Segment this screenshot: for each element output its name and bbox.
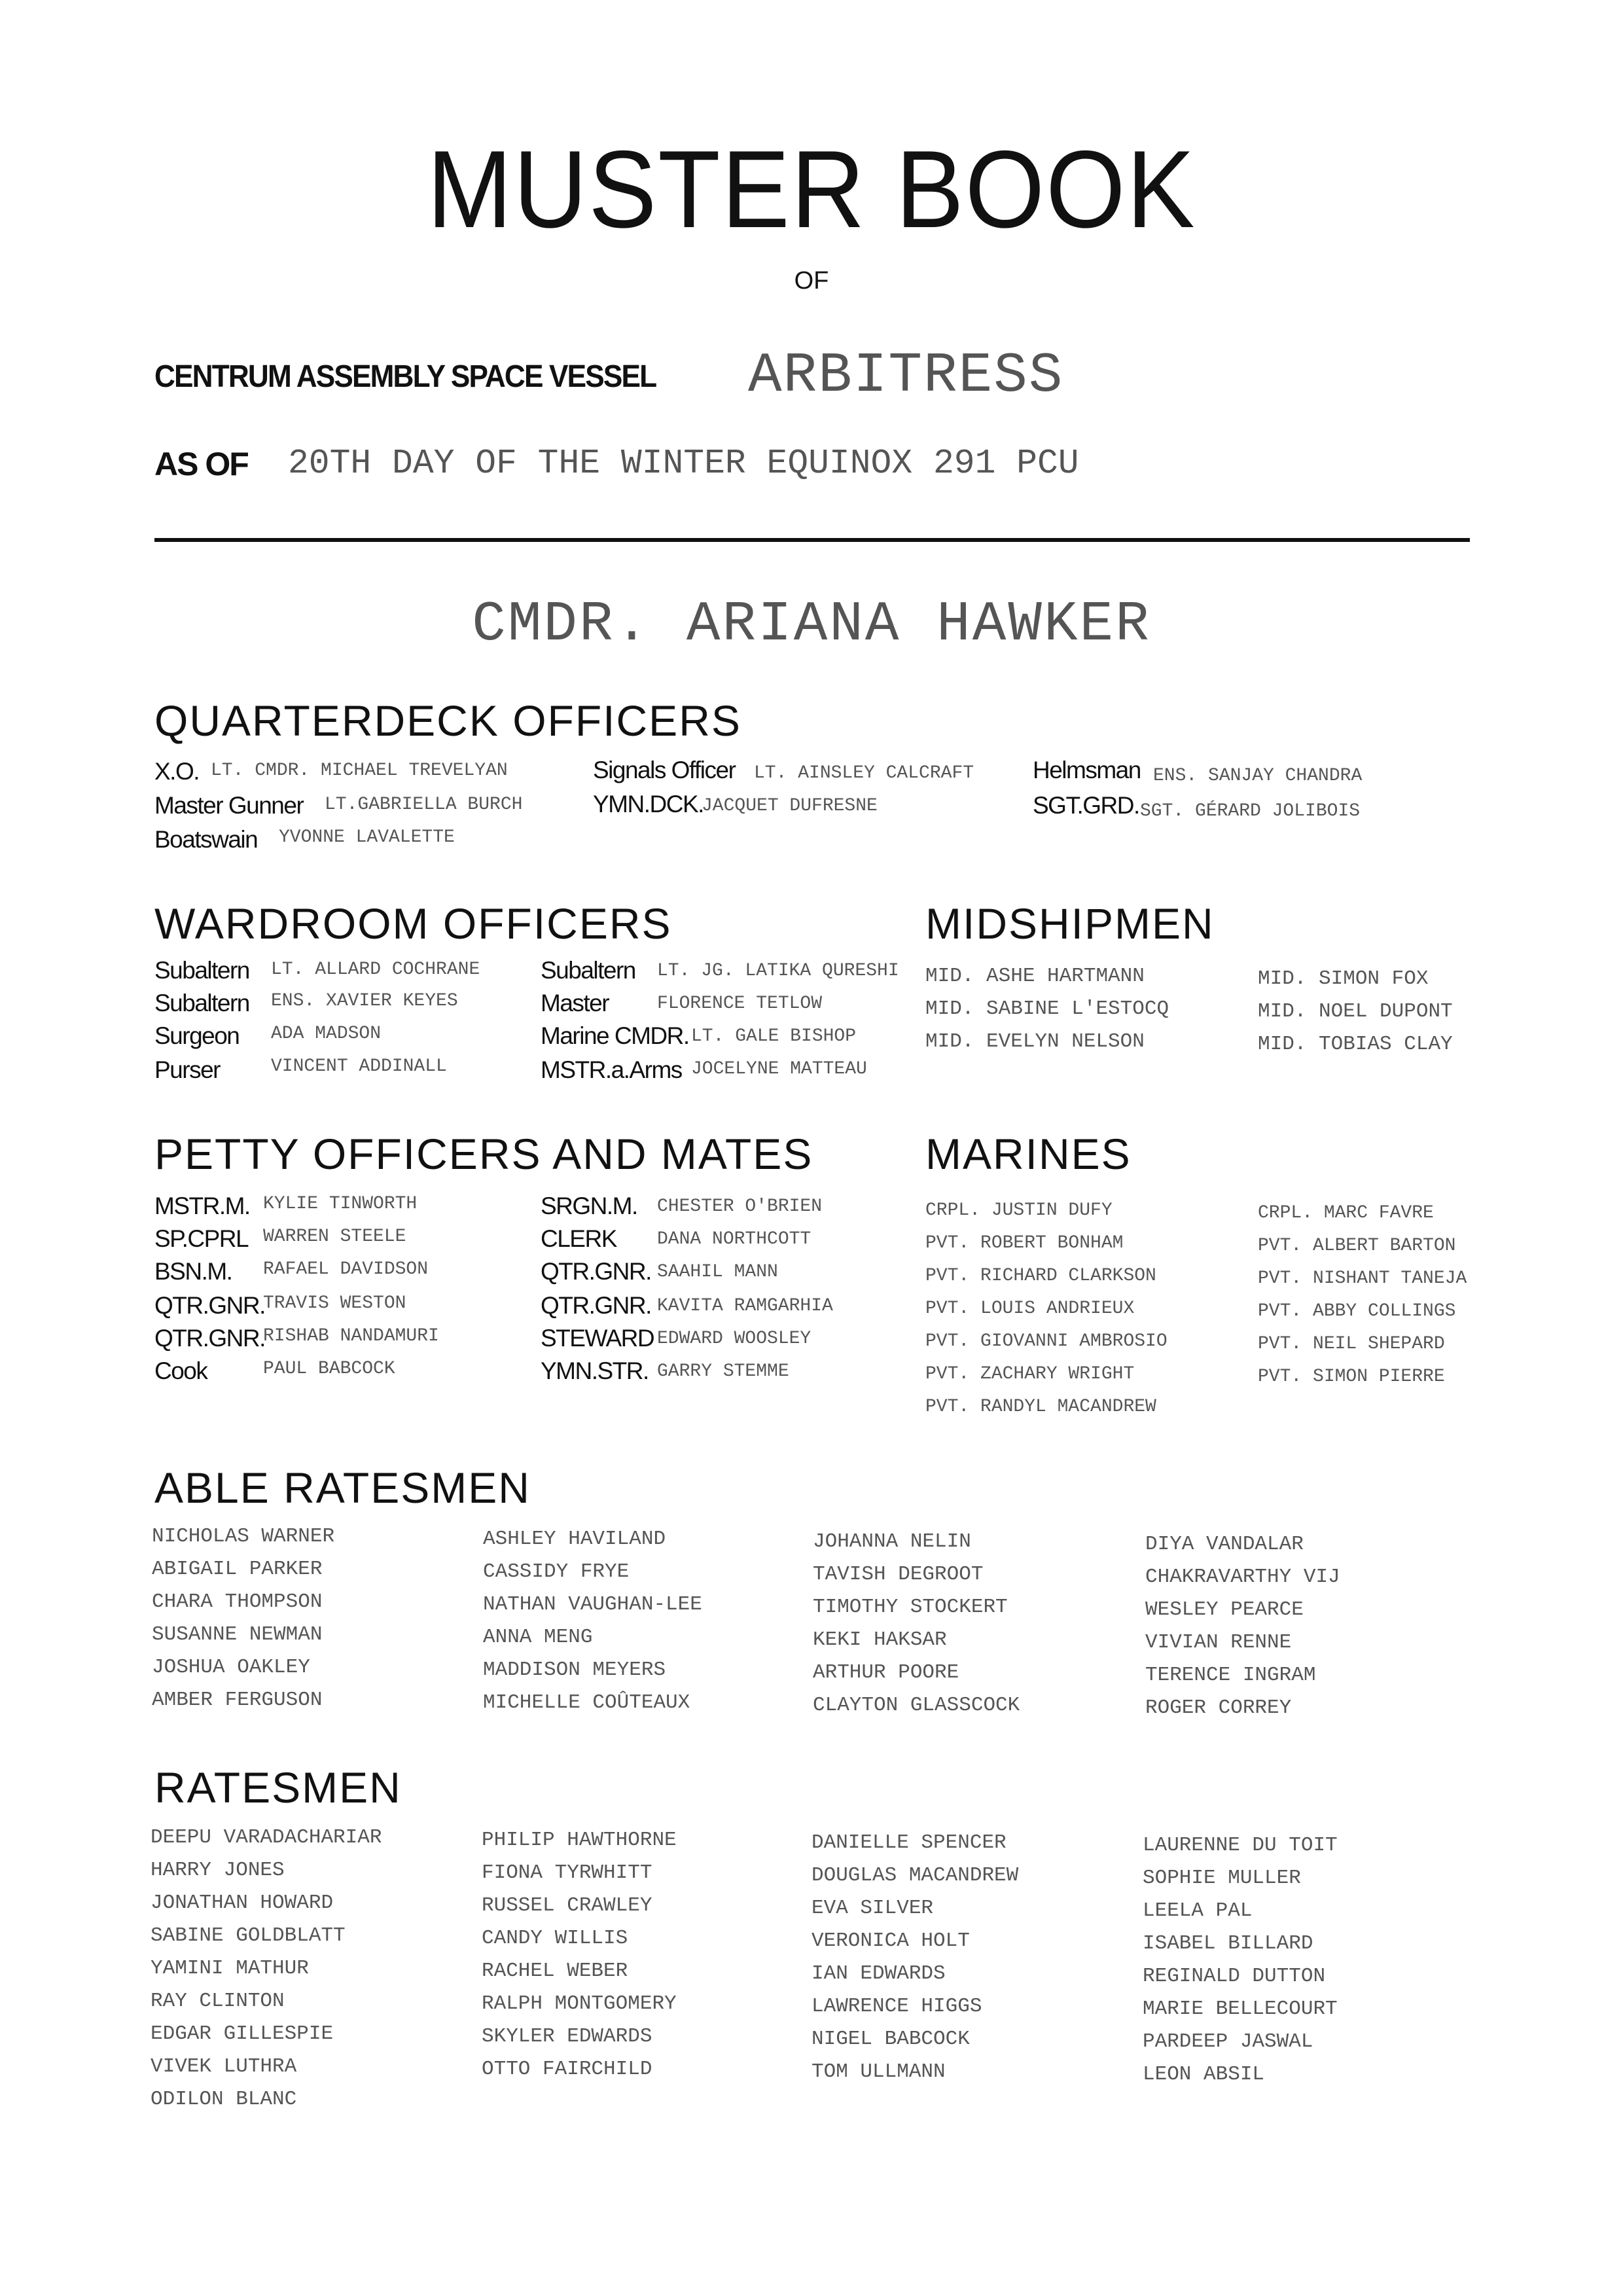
ratesman-name: VERONICA HOLT <box>812 1929 970 1952</box>
marine-name: PVT. GIOVANNI AMBROSIO <box>925 1331 1168 1352</box>
officer-name: KAVITA RAMGARHIA <box>657 1296 833 1316</box>
marine-name: PVT. RICHARD CLARKSON <box>925 1266 1156 1286</box>
marine-name: PVT. RANDYL MACANDREW <box>925 1397 1156 1417</box>
ratesman-name: ISABEL BILLARD <box>1143 1932 1313 1955</box>
officer-name: GARRY STEMME <box>657 1361 789 1382</box>
able-ratesman-name: ABIGAIL PARKER <box>152 1558 323 1581</box>
title-of: OF <box>794 267 829 295</box>
officer-name: LT. GALE BISHOP <box>691 1026 857 1047</box>
officer-name: LT. CMDR. MICHAEL TREVELYAN <box>211 761 508 781</box>
officer-name: EDWARD WOOSLEY <box>657 1329 812 1349</box>
able-ratesman-name: MICHELLE COÛTEAUX <box>483 1691 690 1714</box>
officer-name: WARREN STEELE <box>263 1227 406 1247</box>
officer-name: LT. ALLARD COCHRANE <box>271 960 480 980</box>
ratesman-name: SABINE GOLDBLATT <box>151 1924 346 1947</box>
able-ratesman-name: CHAKRAVARTHY VIJ <box>1145 1566 1340 1588</box>
officer-name: YVONNE LAVALETTE <box>279 827 455 848</box>
marines-heading: MARINES <box>925 1130 1132 1178</box>
ratesman-name: LAURENNE DU TOIT <box>1143 1834 1338 1857</box>
midshipman-name: MID. TOBIAS CLAY <box>1258 1033 1453 1056</box>
able-ratesman-name: NICHOLAS WARNER <box>152 1525 335 1548</box>
role-label: Cook <box>154 1357 207 1384</box>
role-label: SRGN.M. <box>541 1193 637 1219</box>
ratesman-name: DOUGLAS MACANDREW <box>812 1864 1019 1887</box>
officer-name: ENS. XAVIER KEYES <box>271 991 458 1011</box>
able-ratesman-name: CASSIDY FRYE <box>483 1560 630 1583</box>
role-label: YMN.DCK. <box>593 791 704 817</box>
ratesman-name: SKYLER EDWARDS <box>482 2025 652 2048</box>
quarterdeck-heading: QUARTERDECK OFFICERS <box>154 696 741 745</box>
vessel-label: CENTRUM ASSEMBLY SPACE VESSEL <box>154 359 656 394</box>
ratesman-name: RALPH MONTGOMERY <box>482 1992 677 2015</box>
role-label: QTR.GNR. <box>154 1292 265 1319</box>
ratesman-name: MARIE BELLECOURT <box>1143 1998 1338 2020</box>
role-label: SP.CPRL <box>154 1225 249 1252</box>
officer-name: PAUL BABCOCK <box>263 1359 395 1379</box>
officer-name: LT. JG. LATIKA QURESHI <box>657 961 899 981</box>
role-label: Master Gunner <box>154 792 304 819</box>
role-label: Subaltern <box>154 957 249 984</box>
role-label: Subaltern <box>154 990 249 1016</box>
able-ratesman-name: NATHAN VAUGHAN-LEE <box>483 1593 702 1616</box>
asof-date: 20TH DAY OF THE WINTER EQUINOX 291 PCU <box>288 444 1079 483</box>
officer-name: KYLIE TINWORTH <box>263 1194 418 1214</box>
marine-name: PVT. ALBERT BARTON <box>1258 1236 1456 1256</box>
ratesman-name: CANDY WILLIS <box>482 1927 628 1950</box>
ratesmen-heading: RATESMEN <box>154 1763 402 1812</box>
officer-name: SAAHIL MANN <box>657 1262 778 1282</box>
officer-name: ADA MADSON <box>271 1024 382 1044</box>
marine-name: PVT. ABBY COLLINGS <box>1258 1301 1456 1321</box>
midshipman-name: MID. EVELYN NELSON <box>925 1030 1145 1053</box>
ratesman-name: LAWRENCE HIGGS <box>812 1995 982 2018</box>
officer-name: JOCELYNE MATTEAU <box>691 1059 867 1079</box>
role-label: MSTR.a.Arms <box>541 1056 682 1083</box>
able-ratesman-name: TIMOTHY STOCKERT <box>813 1596 1008 1619</box>
midshipman-name: MID. ASHE HARTMANN <box>925 965 1145 988</box>
marine-name: PVT. NISHANT TANEJA <box>1258 1268 1467 1289</box>
wardroom-heading: WARDROOM OFFICERS <box>154 899 672 948</box>
officer-name: LT. AINSLEY CALCRAFT <box>754 763 974 783</box>
able-ratesman-name: VIVIAN RENNE <box>1145 1631 1292 1654</box>
commander-name: CMDR. ARIANA HAWKER <box>472 592 1151 656</box>
role-label: CLERK <box>541 1225 616 1252</box>
ratesman-name: YAMINI MATHUR <box>151 1957 309 1980</box>
able-ratesman-name: CHARA THOMPSON <box>152 1590 323 1613</box>
marine-name: PVT. ROBERT BONHAM <box>925 1233 1124 1253</box>
petty-heading: PETTY OFFICERS AND MATES <box>154 1130 813 1178</box>
able-ratesman-name: TERENCE INGRAM <box>1145 1664 1316 1687</box>
midshipmen-heading: MIDSHIPMEN <box>925 899 1215 948</box>
officer-name: LT.GABRIELLA BURCH <box>325 795 523 815</box>
ratesman-name: JONATHAN HOWARD <box>151 1892 334 1914</box>
officer-name: RAFAEL DAVIDSON <box>263 1259 429 1280</box>
ratesman-name: TOM ULLMANN <box>812 2060 946 2083</box>
ratesman-name: RACHEL WEBER <box>482 1960 628 1982</box>
asof-label: AS OF <box>154 446 248 482</box>
ratesman-name: LEON ABSIL <box>1143 2063 1265 2086</box>
able-ratesman-name: DIYA VANDALAR <box>1145 1533 1304 1556</box>
ratesman-name: HARRY JONES <box>151 1859 285 1882</box>
role-label: Purser <box>154 1056 220 1083</box>
officer-name: FLORENCE TETLOW <box>657 994 823 1014</box>
officer-name: ENS. SANJAY CHANDRA <box>1153 766 1363 786</box>
ratesman-name: PARDEEP JASWAL <box>1143 2030 1313 2053</box>
role-label: QTR.GNR. <box>154 1325 265 1352</box>
ratesman-name: RAY CLINTON <box>151 1990 285 2013</box>
page-title: MUSTER BOOK <box>427 128 1196 251</box>
marine-name: CRPL. MARC FAVRE <box>1258 1203 1434 1223</box>
officer-name: CHESTER O'BRIEN <box>657 1196 823 1217</box>
role-label: Helmsman <box>1033 757 1141 783</box>
marine-name: CRPL. JUSTIN DUFY <box>925 1200 1113 1221</box>
role-label: Boatswain <box>154 826 258 853</box>
role-label: MSTR.M. <box>154 1193 250 1219</box>
ratesman-name: FIONA TYRWHITT <box>482 1861 652 1884</box>
ratesman-name: DEEPU VARADACHARIAR <box>151 1826 382 1849</box>
ratesman-name: REGINALD DUTTON <box>1143 1965 1326 1988</box>
role-label: Master <box>541 990 609 1016</box>
marine-name: PVT. SIMON PIERRE <box>1258 1367 1445 1387</box>
able-ratesman-name: ROGER CORREY <box>1145 1696 1292 1719</box>
role-label: QTR.GNR. <box>541 1292 651 1319</box>
ratesman-name: RUSSEL CRAWLEY <box>482 1894 652 1917</box>
role-label: X.O. <box>154 758 200 785</box>
ratesman-name: IAN EDWARDS <box>812 1962 946 1985</box>
officer-name: DANA NORTHCOTT <box>657 1229 812 1249</box>
marine-name: PVT. ZACHARY WRIGHT <box>925 1364 1135 1384</box>
role-label: QTR.GNR. <box>541 1258 651 1285</box>
role-label: Surgeon <box>154 1022 240 1049</box>
able-ratesman-name: KEKI HAKSAR <box>813 1628 947 1651</box>
midshipman-name: MID. NOEL DUPONT <box>1258 1000 1453 1023</box>
ratesman-name: VIVEK LUTHRA <box>151 2055 297 2078</box>
officer-name: RISHAB NANDAMURI <box>263 1326 439 1346</box>
officer-name: JACQUET DUFRESNE <box>702 796 878 816</box>
able-ratesman-name: JOHANNA NELIN <box>813 1530 971 1553</box>
ratesman-name: PHILIP HAWTHORNE <box>482 1829 677 1852</box>
ratesman-name: DANIELLE SPENCER <box>812 1831 1007 1854</box>
midshipman-name: MID. SIMON FOX <box>1258 967 1429 990</box>
able-ratesman-name: JOSHUA OAKLEY <box>152 1656 310 1679</box>
role-label: YMN.STR. <box>541 1357 649 1384</box>
role-label: BSN.M. <box>154 1258 232 1285</box>
officer-name: SGT. GÉRARD JOLIBOIS <box>1140 801 1361 821</box>
able-ratesman-name: SUSANNE NEWMAN <box>152 1623 323 1646</box>
marine-name: PVT. LOUIS ANDRIEUX <box>925 1299 1135 1319</box>
able-ratesman-name: WESLEY PEARCE <box>1145 1598 1304 1621</box>
vessel-name: ARBITRESS <box>748 344 1064 408</box>
able-ratesman-name: CLAYTON GLASSCOCK <box>813 1694 1020 1717</box>
able-ratesman-name: AMBER FERGUSON <box>152 1689 323 1712</box>
able-ratesman-name: ASHLEY HAVILAND <box>483 1528 666 1551</box>
ratesman-name: ODILON BLANC <box>151 2088 297 2111</box>
able-ratesman-name: TAVISH DEGROOT <box>813 1563 984 1586</box>
able-ratesman-name: MADDISON MEYERS <box>483 1659 666 1681</box>
role-label: SGT.GRD. <box>1033 792 1139 819</box>
role-label: STEWARD <box>541 1325 654 1352</box>
midshipman-name: MID. SABINE L'ESTOCQ <box>925 997 1169 1020</box>
marine-name: PVT. NEIL SHEPARD <box>1258 1334 1445 1354</box>
ratesman-name: EVA SILVER <box>812 1897 934 1920</box>
role-label: Subaltern <box>541 957 635 984</box>
officer-name: TRAVIS WESTON <box>263 1293 406 1314</box>
header-divider <box>154 538 1470 542</box>
ratesman-name: OTTO FAIRCHILD <box>482 2058 652 2081</box>
ratesman-name: SOPHIE MULLER <box>1143 1867 1301 1890</box>
ratesman-name: NIGEL BABCOCK <box>812 2028 970 2051</box>
role-label: Marine CMDR. <box>541 1022 689 1049</box>
able-heading: ABLE RATESMEN <box>154 1463 531 1512</box>
officer-name: VINCENT ADDINALL <box>271 1056 447 1077</box>
able-ratesman-name: ANNA MENG <box>483 1626 593 1649</box>
ratesman-name: LEELA PAL <box>1143 1899 1253 1922</box>
able-ratesman-name: ARTHUR POORE <box>813 1661 959 1684</box>
role-label: Signals Officer <box>593 757 736 783</box>
ratesman-name: EDGAR GILLESPIE <box>151 2022 334 2045</box>
